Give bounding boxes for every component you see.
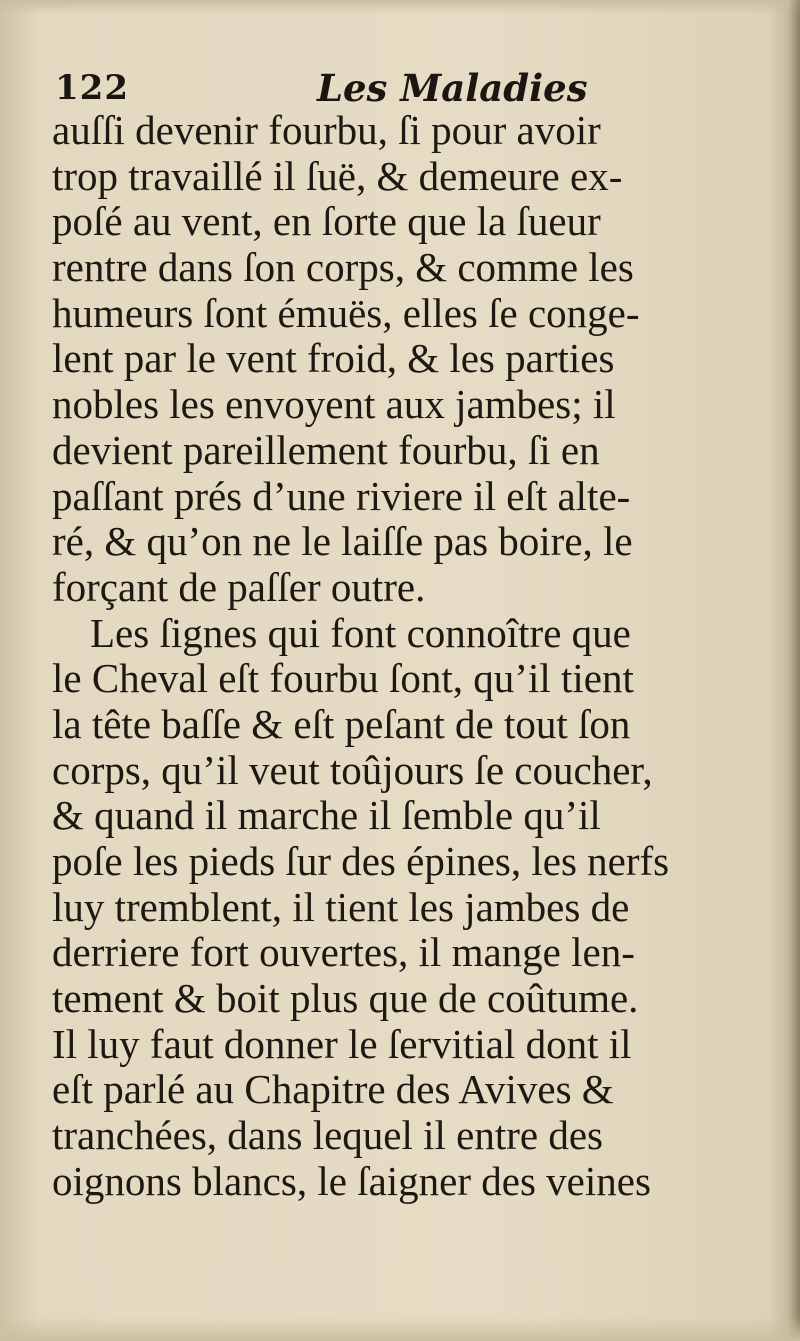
text-line: eſt parlé au Chapitre des Avives & <box>52 1066 614 1113</box>
text-line: ré, & qu’on ne le laiſſe pas boire, le <box>52 518 633 565</box>
page-edge-shadow <box>788 0 800 1341</box>
text-line: poſé au vent, en ſorte que la ſueur <box>52 198 601 245</box>
text-line: tranchées, dans lequel il entre des <box>52 1112 603 1159</box>
page-number: 122 <box>55 68 129 108</box>
text-line: trop travaillé il ſuë, & demeure ex- <box>52 152 623 199</box>
text-line: la tête baſſe & eſt peſant de tout ſon <box>52 700 631 747</box>
text-line: devient pareillement fourbu, ſi en <box>52 426 600 473</box>
text-line: paſſant prés d’une riviere il eſt alte- <box>52 472 631 519</box>
text-line: oignons blancs, le ſaigner des veines <box>52 1157 651 1204</box>
text-line: forçant de paſſer outre. <box>52 563 426 610</box>
text-line: humeurs ſont émuës, elles ſe conge- <box>52 289 640 336</box>
text-line: Il luy faut donner le ſervitial dont il <box>52 1020 632 1067</box>
text-line: luy tremblent, il tient les jambes de <box>52 883 630 930</box>
text-line: tement & boit plus que de coûtume. <box>52 975 639 1022</box>
text-line: derriere fort ouvertes, il mange len- <box>52 929 635 976</box>
running-title: Les Maladies <box>317 66 588 110</box>
text-line: le Cheval eſt fourbu ſont, qu’il tient <box>52 655 634 702</box>
text-line: rentre dans ſon corps, & comme les <box>52 244 634 291</box>
body-text <box>52 108 742 1205</box>
text-line: lent par le vent froid, & les parties <box>52 335 615 382</box>
paragraph-start-line: Les ſignes qui font connoître que <box>90 609 631 656</box>
text-line: & quand il marche il ſemble qu’il <box>52 792 601 839</box>
text-line: poſe les pieds ſur des épines, les nerfs <box>52 838 670 884</box>
text-line: corps, qu’il veut toûjours ſe coucher, <box>52 746 653 793</box>
text-line: auſſi devenir fourbu, ſi pour avoir <box>52 107 601 153</box>
text-line: nobles les envoyent aux jambes; il <box>52 381 616 428</box>
